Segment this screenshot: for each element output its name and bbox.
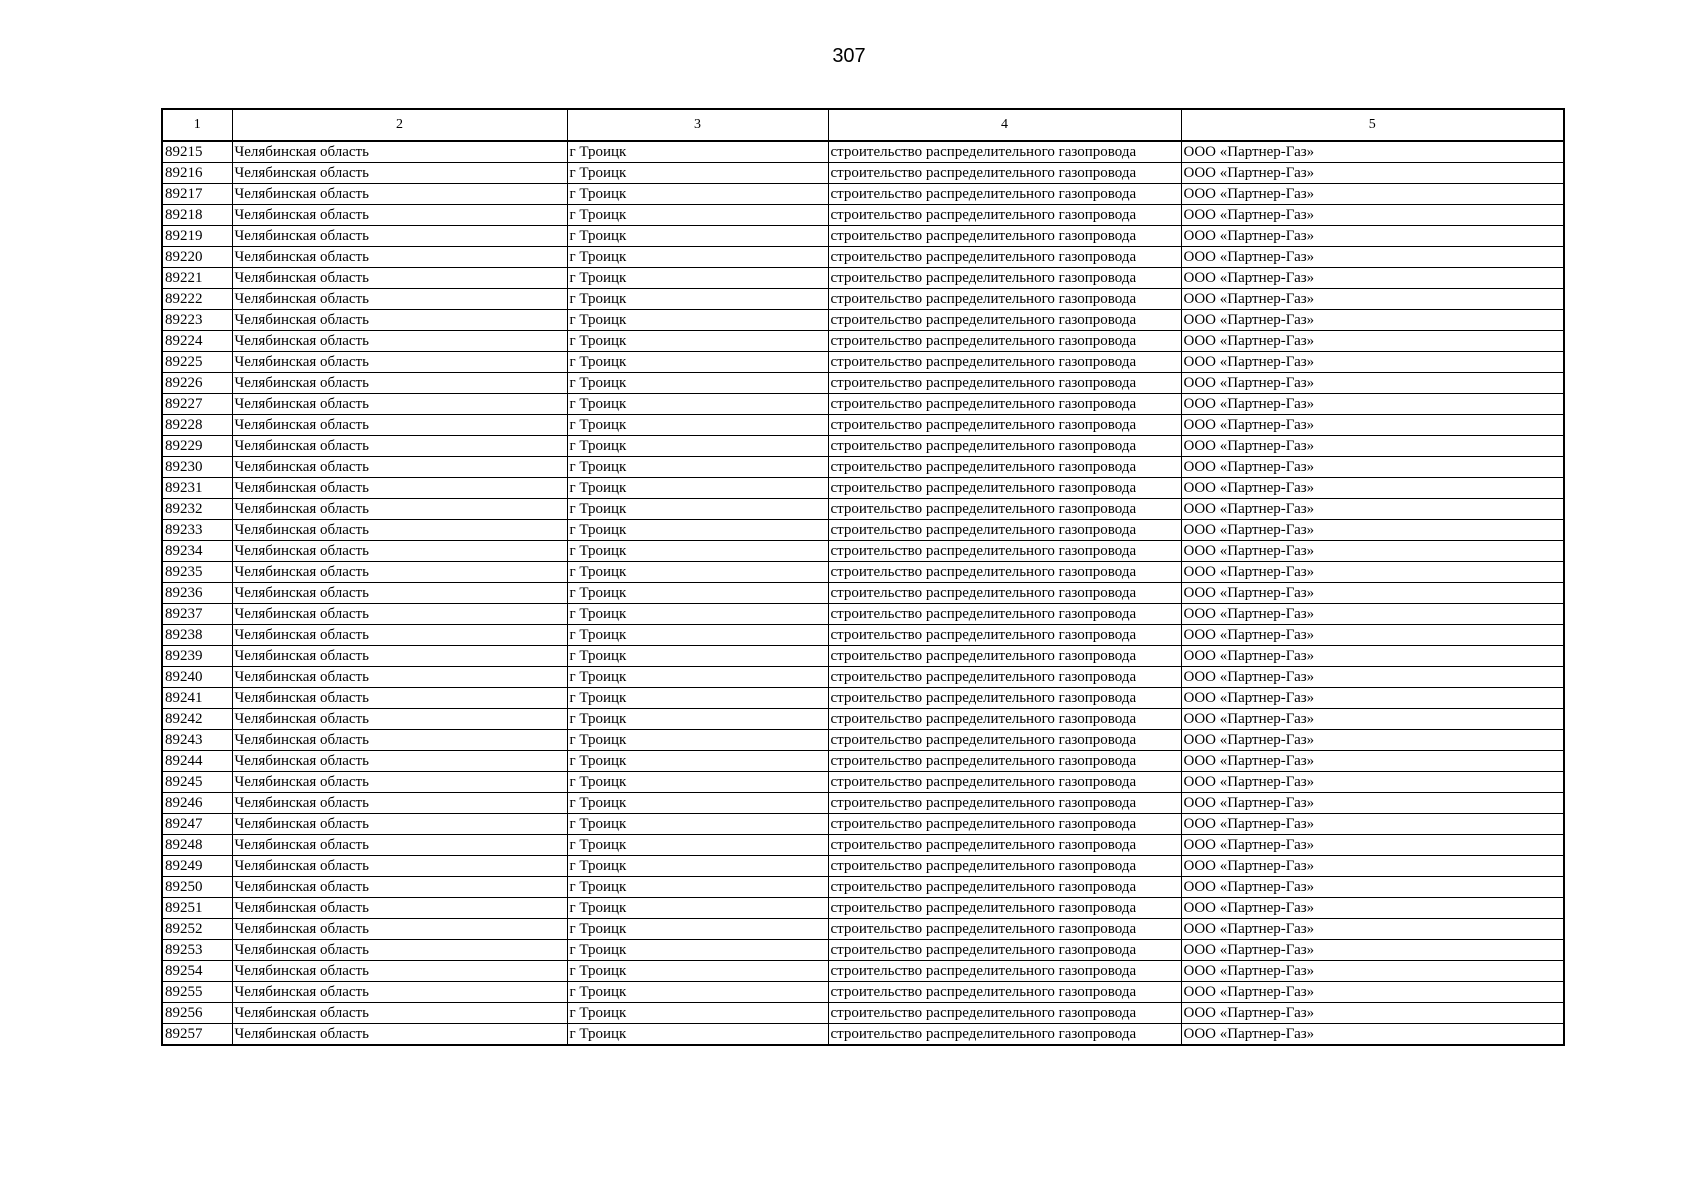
cell-organization: ООО «Партнер-Газ»	[1181, 141, 1564, 163]
cell-region: Челябинская область	[232, 268, 567, 289]
cell-purpose: строительство распределительного газопровода	[828, 646, 1181, 667]
cell-region: Челябинская область	[232, 352, 567, 373]
cell-settlement: г Троицк	[567, 268, 828, 289]
cell-organization: ООО «Партнер-Газ»	[1181, 331, 1564, 352]
cell-region: Челябинская область	[232, 730, 567, 751]
table-row	[162, 604, 1564, 625]
cell-purpose: строительство распределительного газопровода	[828, 604, 1181, 625]
table-row	[162, 856, 1564, 877]
cell-settlement: г Троицк	[567, 982, 828, 1003]
cell-purpose: строительство распределительного газопровода	[828, 184, 1181, 205]
table-row	[162, 709, 1564, 730]
cell-settlement: г Троицк	[567, 898, 828, 919]
table-row	[162, 877, 1564, 898]
cell-row-number: 89235	[162, 562, 232, 583]
cell-row-number: 89221	[162, 268, 232, 289]
cell-organization: ООО «Партнер-Газ»	[1181, 541, 1564, 562]
cell-organization: ООО «Партнер-Газ»	[1181, 709, 1564, 730]
cell-row-number: 89230	[162, 457, 232, 478]
cell-purpose: строительство распределительного газопровода	[828, 751, 1181, 772]
cell-purpose: строительство распределительного газопровода	[828, 1024, 1181, 1046]
cell-purpose: строительство распределительного газопровода	[828, 247, 1181, 268]
cell-organization: ООО «Партнер-Газ»	[1181, 205, 1564, 226]
cell-region: Челябинская область	[232, 940, 567, 961]
cell-settlement: г Троицк	[567, 877, 828, 898]
cell-organization: ООО «Партнер-Газ»	[1181, 268, 1564, 289]
cell-organization: ООО «Партнер-Газ»	[1181, 163, 1564, 184]
cell-row-number: 89248	[162, 835, 232, 856]
cell-settlement: г Троицк	[567, 205, 828, 226]
cell-settlement: г Троицк	[567, 394, 828, 415]
registry-table-container	[161, 108, 1563, 1046]
table-row	[162, 961, 1564, 982]
cell-row-number: 89232	[162, 499, 232, 520]
cell-region: Челябинская область	[232, 835, 567, 856]
column-header-1: 1	[162, 109, 232, 141]
cell-region: Челябинская область	[232, 436, 567, 457]
cell-purpose: строительство распределительного газопровода	[828, 478, 1181, 499]
cell-settlement: г Троицк	[567, 919, 828, 940]
cell-row-number: 89233	[162, 520, 232, 541]
cell-row-number: 89239	[162, 646, 232, 667]
cell-region: Челябинская область	[232, 499, 567, 520]
table-row	[162, 436, 1564, 457]
cell-purpose: строительство распределительного газопровода	[828, 583, 1181, 604]
cell-organization: ООО «Партнер-Газ»	[1181, 373, 1564, 394]
cell-settlement: г Троицк	[567, 667, 828, 688]
cell-row-number: 89243	[162, 730, 232, 751]
cell-organization: ООО «Партнер-Газ»	[1181, 940, 1564, 961]
cell-region: Челябинская область	[232, 856, 567, 877]
cell-purpose: строительство распределительного газопровода	[828, 730, 1181, 751]
cell-region: Челябинская область	[232, 793, 567, 814]
cell-region: Челябинская область	[232, 141, 567, 163]
cell-row-number: 89253	[162, 940, 232, 961]
cell-settlement: г Троицк	[567, 520, 828, 541]
cell-region: Челябинская область	[232, 604, 567, 625]
cell-settlement: г Троицк	[567, 856, 828, 877]
cell-region: Челябинская область	[232, 247, 567, 268]
table-row	[162, 289, 1564, 310]
cell-row-number: 89223	[162, 310, 232, 331]
registry-table	[161, 108, 1565, 1046]
cell-row-number: 89237	[162, 604, 232, 625]
table-header-row	[162, 109, 1564, 141]
cell-row-number: 89246	[162, 793, 232, 814]
cell-region: Челябинская область	[232, 709, 567, 730]
table-row	[162, 730, 1564, 751]
table-row	[162, 982, 1564, 1003]
cell-region: Челябинская область	[232, 877, 567, 898]
cell-region: Челябинская область	[232, 982, 567, 1003]
cell-settlement: г Троицк	[567, 499, 828, 520]
cell-region: Челябинская область	[232, 646, 567, 667]
column-header-5: 5	[1181, 109, 1564, 141]
cell-row-number: 89257	[162, 1024, 232, 1046]
cell-region: Челябинская область	[232, 520, 567, 541]
cell-region: Челябинская область	[232, 625, 567, 646]
table-row	[162, 352, 1564, 373]
cell-purpose: строительство распределительного газопровода	[828, 940, 1181, 961]
cell-organization: ООО «Партнер-Газ»	[1181, 226, 1564, 247]
cell-row-number: 89255	[162, 982, 232, 1003]
cell-settlement: г Троицк	[567, 835, 828, 856]
cell-organization: ООО «Партнер-Газ»	[1181, 1024, 1564, 1046]
cell-row-number: 89250	[162, 877, 232, 898]
cell-organization: ООО «Партнер-Газ»	[1181, 898, 1564, 919]
cell-purpose: строительство распределительного газопровода	[828, 226, 1181, 247]
table-row	[162, 205, 1564, 226]
cell-organization: ООО «Партнер-Газ»	[1181, 835, 1564, 856]
cell-organization: ООО «Партнер-Газ»	[1181, 877, 1564, 898]
table-row	[162, 898, 1564, 919]
cell-purpose: строительство распределительного газопровода	[828, 541, 1181, 562]
cell-organization: ООО «Партнер-Газ»	[1181, 730, 1564, 751]
cell-row-number: 89219	[162, 226, 232, 247]
cell-purpose: строительство распределительного газопровода	[828, 436, 1181, 457]
cell-region: Челябинская область	[232, 394, 567, 415]
cell-settlement: г Троицк	[567, 541, 828, 562]
cell-purpose: строительство распределительного газопровода	[828, 772, 1181, 793]
cell-settlement: г Троицк	[567, 141, 828, 163]
cell-settlement: г Троицк	[567, 352, 828, 373]
cell-purpose: строительство распределительного газопровода	[828, 793, 1181, 814]
cell-purpose: строительство распределительного газопровода	[828, 268, 1181, 289]
table-row	[162, 541, 1564, 562]
table-row	[162, 1003, 1564, 1024]
cell-settlement: г Троицк	[567, 247, 828, 268]
table-row	[162, 919, 1564, 940]
cell-region: Челябинская область	[232, 310, 567, 331]
table-row	[162, 625, 1564, 646]
cell-row-number: 89241	[162, 688, 232, 709]
cell-settlement: г Троицк	[567, 961, 828, 982]
cell-row-number: 89254	[162, 961, 232, 982]
cell-settlement: г Троицк	[567, 709, 828, 730]
cell-organization: ООО «Партнер-Газ»	[1181, 394, 1564, 415]
cell-region: Челябинская область	[232, 1003, 567, 1024]
cell-purpose: строительство распределительного газопровода	[828, 688, 1181, 709]
cell-organization: ООО «Партнер-Газ»	[1181, 856, 1564, 877]
cell-region: Челябинская область	[232, 205, 567, 226]
table-row	[162, 835, 1564, 856]
cell-settlement: г Троицк	[567, 625, 828, 646]
cell-purpose: строительство распределительного газопровода	[828, 331, 1181, 352]
cell-organization: ООО «Партнер-Газ»	[1181, 499, 1564, 520]
cell-purpose: строительство распределительного газопровода	[828, 415, 1181, 436]
table-row	[162, 793, 1564, 814]
cell-organization: ООО «Партнер-Газ»	[1181, 604, 1564, 625]
cell-row-number: 89252	[162, 919, 232, 940]
table-row	[162, 331, 1564, 352]
cell-purpose: строительство распределительного газопровода	[828, 310, 1181, 331]
cell-purpose: строительство распределительного газопровода	[828, 919, 1181, 940]
cell-row-number: 89236	[162, 583, 232, 604]
cell-region: Челябинская область	[232, 688, 567, 709]
cell-organization: ООО «Партнер-Газ»	[1181, 310, 1564, 331]
cell-row-number: 89231	[162, 478, 232, 499]
cell-settlement: г Троицк	[567, 163, 828, 184]
table-row	[162, 688, 1564, 709]
cell-purpose: строительство распределительного газопровода	[828, 141, 1181, 163]
cell-row-number: 89225	[162, 352, 232, 373]
cell-organization: ООО «Партнер-Газ»	[1181, 457, 1564, 478]
table-row	[162, 226, 1564, 247]
table-row	[162, 520, 1564, 541]
cell-settlement: г Троицк	[567, 688, 828, 709]
cell-settlement: г Троицк	[567, 730, 828, 751]
cell-purpose: строительство распределительного газопровода	[828, 814, 1181, 835]
cell-purpose: строительство распределительного газопровода	[828, 457, 1181, 478]
cell-purpose: строительство распределительного газопровода	[828, 520, 1181, 541]
cell-settlement: г Троицк	[567, 331, 828, 352]
table-row	[162, 184, 1564, 205]
cell-purpose: строительство распределительного газопровода	[828, 562, 1181, 583]
table-row	[162, 394, 1564, 415]
cell-row-number: 89220	[162, 247, 232, 268]
cell-region: Челябинская область	[232, 478, 567, 499]
cell-settlement: г Троицк	[567, 646, 828, 667]
cell-settlement: г Троицк	[567, 940, 828, 961]
cell-purpose: строительство распределительного газопровода	[828, 394, 1181, 415]
cell-row-number: 89244	[162, 751, 232, 772]
cell-settlement: г Троицк	[567, 1003, 828, 1024]
cell-region: Челябинская область	[232, 373, 567, 394]
cell-row-number: 89240	[162, 667, 232, 688]
cell-region: Челябинская область	[232, 583, 567, 604]
column-header-4: 4	[828, 109, 1181, 141]
cell-purpose: строительство распределительного газопровода	[828, 982, 1181, 1003]
cell-region: Челябинская область	[232, 415, 567, 436]
cell-organization: ООО «Партнер-Газ»	[1181, 982, 1564, 1003]
table-row	[162, 373, 1564, 394]
cell-row-number: 89247	[162, 814, 232, 835]
cell-purpose: строительство распределительного газопровода	[828, 205, 1181, 226]
cell-settlement: г Троицк	[567, 793, 828, 814]
cell-organization: ООО «Партнер-Газ»	[1181, 184, 1564, 205]
cell-row-number: 89217	[162, 184, 232, 205]
cell-settlement: г Троицк	[567, 457, 828, 478]
cell-purpose: строительство распределительного газопровода	[828, 163, 1181, 184]
cell-region: Челябинская область	[232, 898, 567, 919]
cell-row-number: 89222	[162, 289, 232, 310]
cell-organization: ООО «Партнер-Газ»	[1181, 688, 1564, 709]
cell-organization: ООО «Партнер-Газ»	[1181, 520, 1564, 541]
cell-settlement: г Троицк	[567, 772, 828, 793]
table-row	[162, 646, 1564, 667]
cell-organization: ООО «Партнер-Газ»	[1181, 415, 1564, 436]
column-header-3: 3	[567, 109, 828, 141]
cell-row-number: 89227	[162, 394, 232, 415]
cell-organization: ООО «Партнер-Газ»	[1181, 919, 1564, 940]
cell-row-number: 89215	[162, 141, 232, 163]
cell-organization: ООО «Партнер-Газ»	[1181, 772, 1564, 793]
table-body	[162, 141, 1564, 1045]
cell-organization: ООО «Партнер-Газ»	[1181, 625, 1564, 646]
cell-settlement: г Троицк	[567, 373, 828, 394]
table-row	[162, 310, 1564, 331]
cell-settlement: г Троицк	[567, 436, 828, 457]
cell-row-number: 89224	[162, 331, 232, 352]
cell-organization: ООО «Партнер-Газ»	[1181, 436, 1564, 457]
table-row	[162, 667, 1564, 688]
cell-row-number: 89242	[162, 709, 232, 730]
cell-settlement: г Троицк	[567, 604, 828, 625]
cell-settlement: г Троицк	[567, 415, 828, 436]
cell-purpose: строительство распределительного газопровода	[828, 961, 1181, 982]
cell-organization: ООО «Партнер-Газ»	[1181, 751, 1564, 772]
cell-organization: ООО «Партнер-Газ»	[1181, 478, 1564, 499]
cell-row-number: 89228	[162, 415, 232, 436]
page-number: 307	[832, 45, 866, 67]
table-row	[162, 562, 1564, 583]
cell-settlement: г Троицк	[567, 289, 828, 310]
table-row	[162, 457, 1564, 478]
cell-purpose: строительство распределительного газопровода	[828, 352, 1181, 373]
cell-region: Челябинская область	[232, 772, 567, 793]
table-row	[162, 751, 1564, 772]
table-row	[162, 772, 1564, 793]
cell-purpose: строительство распределительного газопровода	[828, 856, 1181, 877]
cell-purpose: строительство распределительного газопровода	[828, 835, 1181, 856]
cell-organization: ООО «Партнер-Газ»	[1181, 352, 1564, 373]
cell-organization: ООО «Партнер-Газ»	[1181, 583, 1564, 604]
cell-purpose: строительство распределительного газопровода	[828, 709, 1181, 730]
cell-settlement: г Троицк	[567, 814, 828, 835]
cell-region: Челябинская область	[232, 163, 567, 184]
cell-purpose: строительство распределительного газопровода	[828, 877, 1181, 898]
cell-organization: ООО «Партнер-Газ»	[1181, 814, 1564, 835]
cell-settlement: г Троицк	[567, 1024, 828, 1046]
cell-region: Челябинская область	[232, 751, 567, 772]
table-row	[162, 268, 1564, 289]
column-header-2: 2	[232, 109, 567, 141]
cell-row-number: 89218	[162, 205, 232, 226]
cell-purpose: строительство распределительного газопровода	[828, 1003, 1181, 1024]
cell-purpose: строительство распределительного газопровода	[828, 289, 1181, 310]
cell-organization: ООО «Партнер-Газ»	[1181, 961, 1564, 982]
cell-settlement: г Троицк	[567, 226, 828, 247]
cell-settlement: г Троицк	[567, 583, 828, 604]
cell-organization: ООО «Партнер-Газ»	[1181, 646, 1564, 667]
cell-row-number: 89256	[162, 1003, 232, 1024]
table-row	[162, 247, 1564, 268]
cell-row-number: 89229	[162, 436, 232, 457]
cell-row-number: 89245	[162, 772, 232, 793]
cell-region: Челябинская область	[232, 541, 567, 562]
cell-region: Челябинская область	[232, 331, 567, 352]
cell-region: Челябинская область	[232, 1024, 567, 1046]
table-row	[162, 814, 1564, 835]
cell-purpose: строительство распределительного газопровода	[828, 625, 1181, 646]
cell-organization: ООО «Партнер-Газ»	[1181, 289, 1564, 310]
table-row	[162, 415, 1564, 436]
cell-purpose: строительство распределительного газопровода	[828, 667, 1181, 688]
cell-region: Челябинская область	[232, 184, 567, 205]
cell-region: Челябинская область	[232, 457, 567, 478]
cell-settlement: г Троицк	[567, 310, 828, 331]
cell-organization: ООО «Партнер-Газ»	[1181, 562, 1564, 583]
table-row	[162, 1024, 1564, 1046]
cell-region: Челябинская область	[232, 919, 567, 940]
cell-organization: ООО «Партнер-Газ»	[1181, 667, 1564, 688]
table-row	[162, 141, 1564, 163]
cell-organization: ООО «Партнер-Газ»	[1181, 1003, 1564, 1024]
cell-region: Челябинская область	[232, 226, 567, 247]
table-row	[162, 940, 1564, 961]
cell-settlement: г Троицк	[567, 478, 828, 499]
cell-organization: ООО «Партнер-Газ»	[1181, 247, 1564, 268]
cell-region: Челябинская область	[232, 961, 567, 982]
cell-region: Челябинская область	[232, 814, 567, 835]
cell-row-number: 89249	[162, 856, 232, 877]
cell-row-number: 89238	[162, 625, 232, 646]
cell-row-number: 89234	[162, 541, 232, 562]
cell-purpose: строительство распределительного газопровода	[828, 373, 1181, 394]
cell-region: Челябинская область	[232, 289, 567, 310]
cell-region: Челябинская область	[232, 562, 567, 583]
cell-region: Челябинская область	[232, 667, 567, 688]
cell-settlement: г Троицк	[567, 562, 828, 583]
cell-settlement: г Троицк	[567, 751, 828, 772]
cell-row-number: 89226	[162, 373, 232, 394]
cell-purpose: строительство распределительного газопровода	[828, 499, 1181, 520]
table-row	[162, 478, 1564, 499]
table-row	[162, 499, 1564, 520]
cell-organization: ООО «Партнер-Газ»	[1181, 793, 1564, 814]
table-row	[162, 583, 1564, 604]
cell-settlement: г Троицк	[567, 184, 828, 205]
cell-purpose: строительство распределительного газопровода	[828, 898, 1181, 919]
table-row	[162, 163, 1564, 184]
cell-row-number: 89216	[162, 163, 232, 184]
cell-row-number: 89251	[162, 898, 232, 919]
